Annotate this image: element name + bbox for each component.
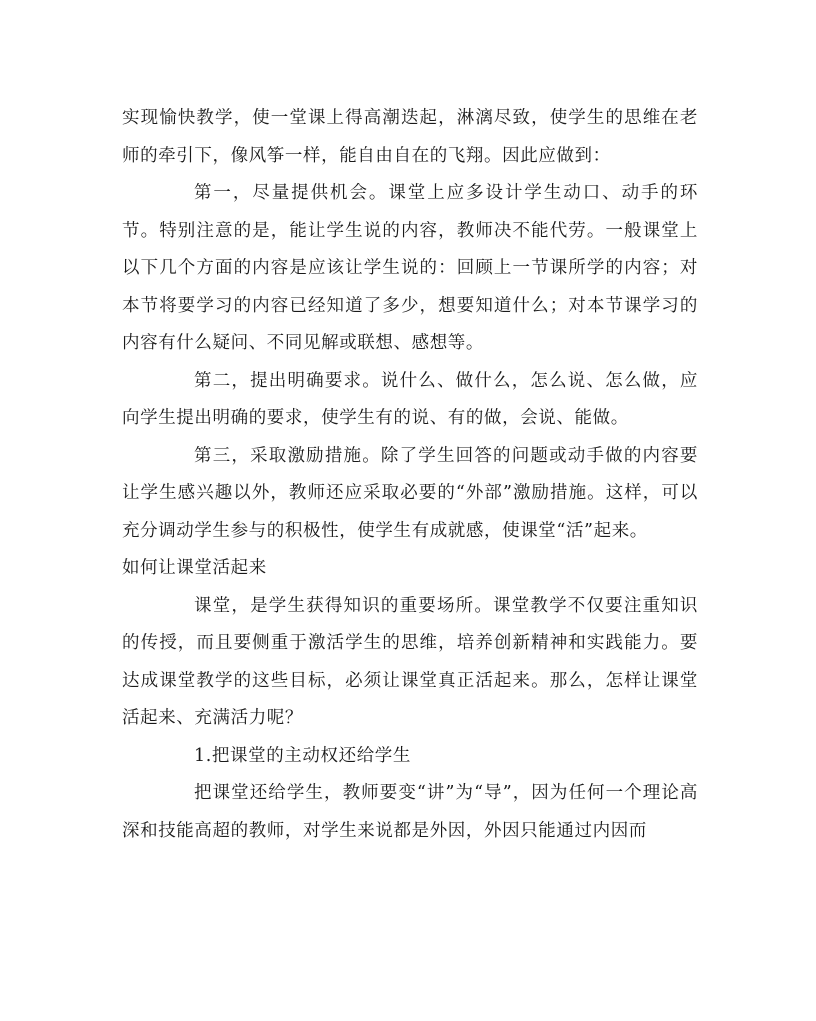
paragraph-final: 把课堂还给学生，教师要变“讲”为“导”，因为任何一个理论高深和技能高超的教师，对学生来说都是外因，外因只能通过内因而	[122, 783, 698, 841]
paragraph-point-two: 第二，提出明确要求。说什么、做什么，怎么说、怎么做，应向学生提出明确的要求，使学生有的说、有的做，会说、能做。	[122, 370, 698, 428]
document-body	[122, 100, 698, 850]
paragraph-section-intro: 课堂，是学生获得知识的重要场所。课堂教学不仅要注重知识的传授，而且要侧重于激活学生的思维，培养创新精神和实践能力。要达成课堂教学的这些目标，必须让课堂真正活起来。那么，怎样让课堂活起来、充满活力呢？	[122, 595, 698, 728]
paragraph-intro: 实现愉快教学，使一堂课上得高潮迭起，淋漓尽致，使学生的思维在老师的牵引下，像风筝一样，能自由自在的飞翔。因此应做到：	[122, 108, 698, 166]
paragraph-point-three: 第三，采取激励措施。除了学生回答的问题或动手做的内容要让学生感兴趣以外，教师还应采取必要的“外部”激励措施。这样，可以充分调动学生参与的积极性，使学生有成就感，使课堂“活”起来。	[122, 445, 698, 541]
section-title: 如何让课堂活起来	[122, 558, 267, 578]
subheading-point-one: 1.把课堂的主动权还给学生	[194, 745, 411, 766]
paragraph-point-one: 第一，尽量提供机会。课堂上应多设计学生动口、动手的环节。特别注意的是，能让学生说的内容，教师决不能代劳。一般课堂上以下几个方面的内容是应该让学生说的：回顾上一节课所学的内容；对本节将要学习的内容已经知道了多少，想要知道什么；对本节课学习的内容有什么疑问、不同见解或联想、感想等。	[122, 183, 698, 353]
